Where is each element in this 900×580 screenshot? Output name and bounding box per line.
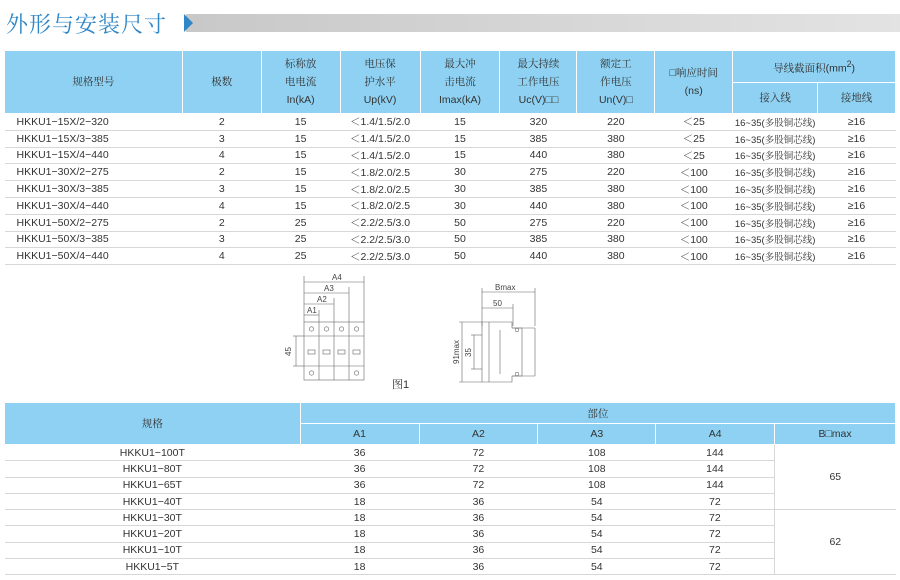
header-wire-in: 接入线 <box>733 83 818 114</box>
table-row <box>5 181 896 198</box>
cell-uc: 440 <box>500 197 577 214</box>
cell-un: 380 <box>577 197 655 214</box>
header-uc-line3: Uc(V)□□ <box>518 94 559 106</box>
table-row <box>5 526 896 542</box>
header-wire-ground: 接地线 <box>818 83 896 114</box>
cell-model: HKKU1−30X/2−275 <box>5 164 183 181</box>
cell-a2: 36 <box>419 542 538 558</box>
label-a2: A2 <box>317 295 327 304</box>
header-a2: A2 <box>419 424 538 445</box>
table-row <box>5 130 896 147</box>
cell-wire-ground: ≥16 <box>818 114 896 131</box>
cell-a3: 54 <box>538 542 656 558</box>
cell-up: ＜1.8/2.0/2.5 <box>340 197 420 214</box>
cell-in: 15 <box>261 164 340 181</box>
cell-up: ＜1.4/1.5/2.0 <box>340 147 420 164</box>
cell-poles: 3 <box>182 130 261 147</box>
cell-imax: 15 <box>420 130 500 147</box>
cell-a1: 18 <box>300 542 419 558</box>
cell-model: HKKU1−50X/4−440 <box>5 248 183 265</box>
cell-a2: 36 <box>419 510 538 526</box>
cell-in: 25 <box>261 214 340 231</box>
header-uc-line2: 工作电压 <box>517 76 560 88</box>
cell-poles: 2 <box>182 164 261 181</box>
cell-un: 380 <box>577 231 655 248</box>
table-row <box>5 164 896 181</box>
table-row <box>5 510 896 526</box>
header-response-time <box>655 51 733 114</box>
cell-wire-ground: ≥16 <box>818 164 896 181</box>
cell-up: ＜1.8/2.0/2.5 <box>340 181 420 198</box>
table-row <box>5 493 896 509</box>
cell-uc: 385 <box>500 130 577 147</box>
header-un-line1: 额定工 <box>600 58 632 70</box>
cell-poles: 4 <box>182 197 261 214</box>
table-row <box>5 147 896 164</box>
cell-wire-ground: ≥16 <box>818 147 896 164</box>
cell-a4: 72 <box>656 559 775 575</box>
cell-imax: 50 <box>420 231 500 248</box>
title-chevron-2 <box>194 14 203 32</box>
page-title: 外形与安装尺寸 <box>6 13 168 38</box>
cell-a1: 18 <box>300 493 419 509</box>
cell-poles: 2 <box>182 114 261 131</box>
cell-model: HKKU1−30X/3−385 <box>5 181 183 198</box>
cell-imax: 30 <box>420 197 500 214</box>
cell-imax: 30 <box>420 181 500 198</box>
cell-model: HKKU1−15X/4−440 <box>5 147 183 164</box>
cell-a4: 144 <box>656 477 775 493</box>
header-un-line2: 作电压 <box>600 76 632 88</box>
cell-a2: 36 <box>419 526 538 542</box>
cell-wire-in: 16~35(多股铜芯线) <box>733 197 818 214</box>
cell-in: 15 <box>261 181 340 198</box>
cell-wire-in: 16~35(多股铜芯线) <box>733 164 818 181</box>
cell-a1: 36 <box>300 461 419 477</box>
cell-a1: 18 <box>300 559 419 575</box>
cell-a3: 108 <box>538 445 656 461</box>
cell-spec: HKKU1−20T <box>5 526 301 542</box>
cell-uc: 385 <box>500 181 577 198</box>
cell-a3: 54 <box>538 493 656 509</box>
cell-model: HKKU1−15X/2−320 <box>5 114 183 131</box>
table-row <box>5 542 896 558</box>
cell-a2: 36 <box>419 493 538 509</box>
header-up-line3: Up(kV) <box>363 94 397 106</box>
cell-ta: ＜25 <box>655 130 733 147</box>
cell-un: 380 <box>577 181 655 198</box>
spec-table <box>4 50 896 265</box>
cell-uc: 320 <box>500 114 577 131</box>
header-up-line2: 护水平 <box>364 76 396 88</box>
cell-imax: 50 <box>420 214 500 231</box>
cell-in: 15 <box>261 197 340 214</box>
header-un <box>577 51 655 114</box>
cell-poles: 3 <box>182 181 261 198</box>
label-91max: 91max <box>452 339 461 364</box>
header-up-line1: 电压保 <box>364 58 396 70</box>
cell-uc: 440 <box>500 248 577 265</box>
cell-ta: ＜100 <box>655 248 733 265</box>
cell-poles: 4 <box>182 248 261 265</box>
cell-model: HKKU1−50X/3−385 <box>5 231 183 248</box>
label-a1: A1 <box>307 306 317 315</box>
cell-model: HKKU1−15X/3−385 <box>5 130 183 147</box>
cell-a2: 36 <box>419 559 538 575</box>
cell-up: ＜2.2/2.5/3.0 <box>340 231 420 248</box>
cell-wire-ground: ≥16 <box>818 231 896 248</box>
cell-bmax-group-1: 65 <box>775 445 896 510</box>
table-row <box>5 445 896 461</box>
header-up <box>340 51 420 114</box>
cell-a1: 36 <box>300 477 419 493</box>
cell-a4: 72 <box>656 526 775 542</box>
cell-a3: 54 <box>538 526 656 542</box>
cell-un: 220 <box>577 164 655 181</box>
header-part: 部位 <box>300 403 895 424</box>
cell-poles: 4 <box>182 147 261 164</box>
cell-a4: 72 <box>656 542 775 558</box>
cell-ta: ＜25 <box>655 147 733 164</box>
dimension-drawing <box>260 270 560 395</box>
header-bmax: B□max <box>775 424 896 445</box>
cell-spec: HKKU1−100T <box>5 445 301 461</box>
table-row <box>5 197 896 214</box>
cell-spec: HKKU1−30T <box>5 510 301 526</box>
cell-uc: 385 <box>500 231 577 248</box>
cell-un: 220 <box>577 214 655 231</box>
header-model: 规格型号 <box>5 51 183 114</box>
label-a4: A4 <box>332 273 342 282</box>
header-wire-close: ) <box>851 62 856 75</box>
cell-ta: ＜100 <box>655 164 733 181</box>
cell-up: ＜2.2/2.5/3.0 <box>340 214 420 231</box>
cell-in: 15 <box>261 147 340 164</box>
header-wire-section <box>733 51 896 83</box>
header-ta-line1: □响应时间 <box>669 67 718 79</box>
header-imax-line3: Imax(kA) <box>438 94 481 106</box>
cell-in: 25 <box>261 248 340 265</box>
cell-a1: 18 <box>300 526 419 542</box>
cell-un: 220 <box>577 114 655 131</box>
cell-wire-ground: ≥16 <box>818 197 896 214</box>
header-uc <box>500 51 577 114</box>
cell-poles: 3 <box>182 231 261 248</box>
cell-ta: ＜100 <box>655 231 733 248</box>
cell-imax: 30 <box>420 164 500 181</box>
cell-up: ＜2.2/2.5/3.0 <box>340 248 420 265</box>
cell-un: 380 <box>577 130 655 147</box>
cell-imax: 50 <box>420 248 500 265</box>
cell-imax: 15 <box>420 114 500 131</box>
cell-up: ＜1.8/2.0/2.5 <box>340 164 420 181</box>
cell-uc: 275 <box>500 214 577 231</box>
cell-model: HKKU1−50X/2−275 <box>5 214 183 231</box>
cell-up: ＜1.4/1.5/2.0 <box>340 114 420 131</box>
cell-a4: 144 <box>656 445 775 461</box>
header-un-line3: Un(V)□ <box>598 94 633 106</box>
label-a3: A3 <box>324 284 334 293</box>
table-row <box>5 114 896 131</box>
cell-wire-ground: ≥16 <box>818 248 896 265</box>
cell-a2: 72 <box>419 477 538 493</box>
label-bmax: Bmax <box>495 283 516 292</box>
cell-poles: 2 <box>182 214 261 231</box>
cell-wire-in: 16~35(多股铜芯线) <box>733 248 818 265</box>
header-wire-sup: 2 <box>846 59 852 70</box>
cell-a2: 72 <box>419 461 538 477</box>
cell-a1: 18 <box>300 510 419 526</box>
title-bar <box>0 0 900 44</box>
table-row <box>5 248 896 265</box>
figure-caption: 图1 <box>392 379 410 391</box>
cell-wire-in: 16~35(多股铜芯线) <box>733 130 818 147</box>
header-in-line2: 电电流 <box>284 76 317 88</box>
table-row <box>5 231 896 248</box>
title-stripe <box>186 14 900 32</box>
cell-model: HKKU1−30X/4−440 <box>5 197 183 214</box>
label-35: 35 <box>464 348 473 357</box>
cell-un: 380 <box>577 147 655 164</box>
cell-ta: ＜25 <box>655 114 733 131</box>
header-spec: 规格 <box>5 403 301 445</box>
header-imax-line1: 最大冲 <box>444 58 476 70</box>
cell-wire-ground: ≥16 <box>818 214 896 231</box>
cell-uc: 275 <box>500 164 577 181</box>
cell-wire-ground: ≥16 <box>818 181 896 198</box>
header-poles: 极数 <box>182 51 261 114</box>
cell-bmax-group-2: 62 <box>775 510 896 575</box>
cell-a3: 108 <box>538 477 656 493</box>
cell-wire-in: 16~35(多股铜芯线) <box>733 181 818 198</box>
cell-a3: 54 <box>538 559 656 575</box>
table-row <box>5 477 896 493</box>
header-a1: A1 <box>300 424 419 445</box>
cell-imax: 15 <box>420 147 500 164</box>
cell-in: 15 <box>261 114 340 131</box>
header-imax-line2: 击电流 <box>444 76 476 88</box>
cell-ta: ＜100 <box>655 197 733 214</box>
cell-uc: 440 <box>500 147 577 164</box>
cell-wire-in: 16~35(多股铜芯线) <box>733 114 818 131</box>
cell-spec: HKKU1−5T <box>5 559 301 575</box>
header-wire-text: 导线截面积(mm <box>773 62 847 75</box>
cell-wire-ground: ≥16 <box>818 130 896 147</box>
header-uc-line1: 最大持续 <box>517 58 560 70</box>
title-chevron-1 <box>184 14 193 32</box>
cell-a4: 72 <box>656 510 775 526</box>
header-in <box>261 51 340 114</box>
cell-a3: 54 <box>538 510 656 526</box>
label-height-45: 45 <box>284 347 293 356</box>
cell-wire-in: 16~35(多股铜芯线) <box>733 231 818 248</box>
cell-un: 380 <box>577 248 655 265</box>
cell-spec: HKKU1−65T <box>5 477 301 493</box>
header-a4: A4 <box>656 424 775 445</box>
cell-spec: HKKU1−10T <box>5 542 301 558</box>
cell-a4: 72 <box>656 493 775 509</box>
header-ta-line2: (ns) <box>684 85 703 97</box>
cell-wire-in: 16~35(多股铜芯线) <box>733 147 818 164</box>
cell-ta: ＜100 <box>655 214 733 231</box>
cell-in: 25 <box>261 231 340 248</box>
cell-a1: 36 <box>300 445 419 461</box>
table-row <box>5 214 896 231</box>
cell-spec: HKKU1−40T <box>5 493 301 509</box>
cell-spec: HKKU1−80T <box>5 461 301 477</box>
cell-wire-in: 16~35(多股铜芯线) <box>733 214 818 231</box>
cell-up: ＜1.4/1.5/2.0 <box>340 130 420 147</box>
label-50: 50 <box>493 299 502 308</box>
table-row <box>5 461 896 477</box>
cell-a4: 144 <box>656 461 775 477</box>
cell-ta: ＜100 <box>655 181 733 198</box>
header-imax <box>420 51 500 114</box>
cell-a2: 72 <box>419 445 538 461</box>
cell-in: 15 <box>261 130 340 147</box>
table-row <box>5 559 896 575</box>
cell-a3: 108 <box>538 461 656 477</box>
header-in-line3: In(kA) <box>286 94 315 106</box>
dimension-table <box>4 402 896 575</box>
header-a3: A3 <box>538 424 656 445</box>
header-in-line1: 标称放 <box>284 58 317 70</box>
